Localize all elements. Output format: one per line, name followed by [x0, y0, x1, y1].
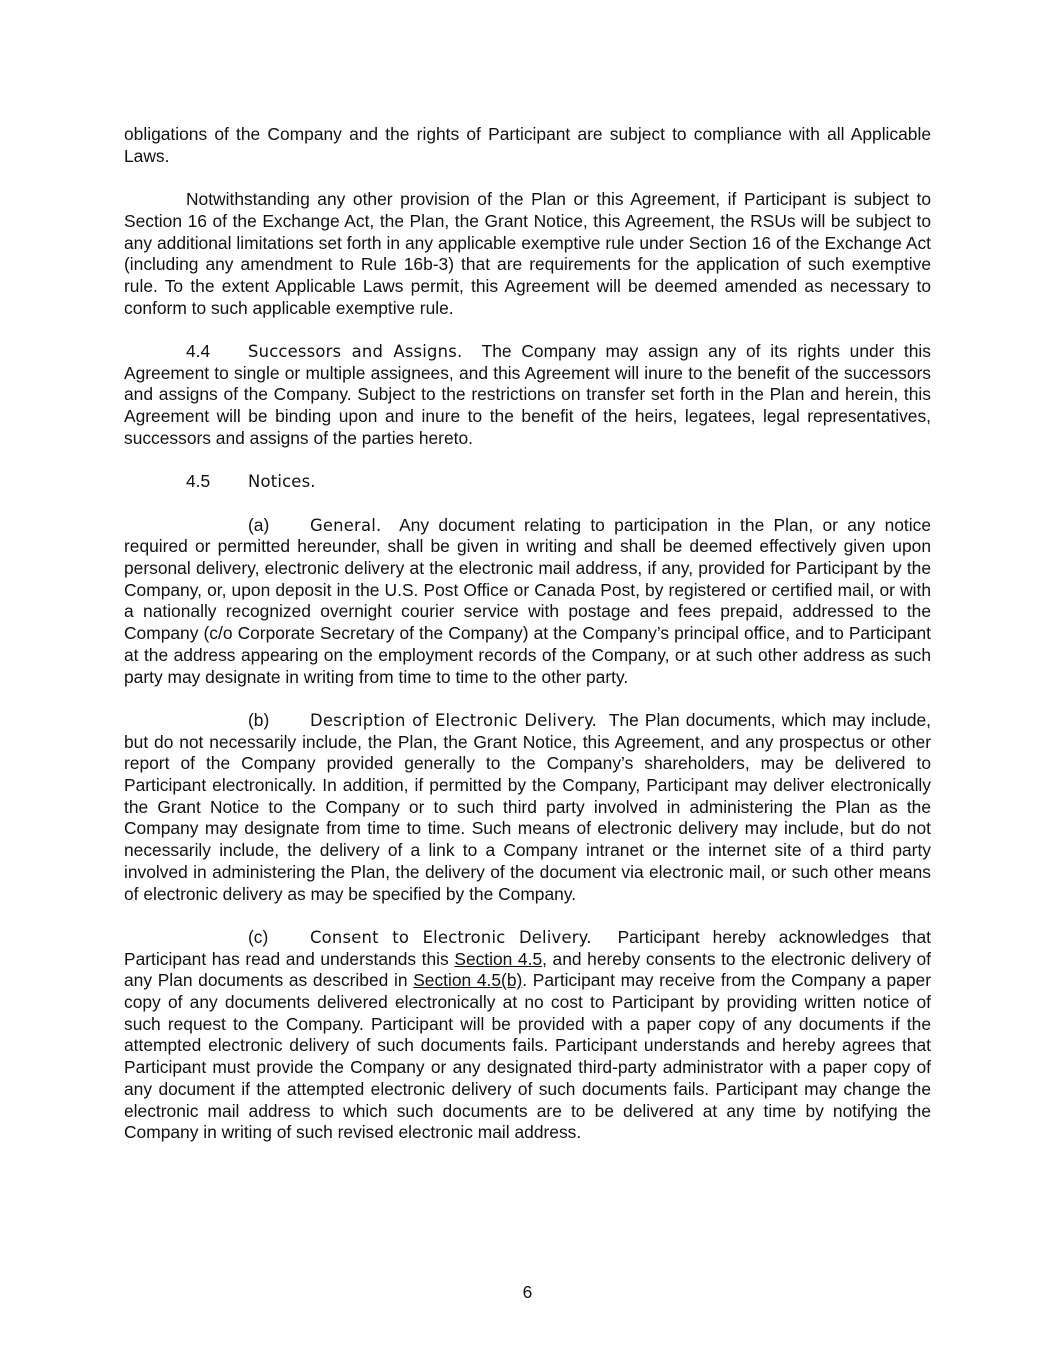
subsection-a-paragraph — [124, 515, 931, 689]
section-title: Notices. — [248, 472, 316, 492]
subsection-title: Description of Electronic Delivery. — [310, 710, 598, 730]
subsection-label: (a) — [248, 514, 270, 535]
section-number: 4.5 — [186, 471, 211, 492]
subsection-c-paragraph — [124, 927, 931, 1144]
subsection-b-paragraph — [124, 710, 931, 905]
subsection-body: The Plan documents, which may include, but do not necessarily include, the Plan, the Grant Notice, this Agreement, and any prospectus or other report of the Company provided generally to the Company’s shareholders, may be delivered to Participant electronically. In addition, if permitted by the Company, Participant may deliver electronically the Grant Notice to the Company or to such third party involved in administering the Plan as the Company may designate from time to time. Such means of electronic delivery may include, but do not necessarily include, the delivery of a link to a Company intranet or the internet site of a third party involved in administering the Plan, the delivery of the document via electronic mail, or such other means of electronic delivery as may be specified by the Company. — [124, 709, 931, 904]
section-body: The Company may assign any of its rights under this Agreement to single or multiple assignees, and this Agreement will inure to the benefit of the successors and assigns of the Company. Subject to the restrictions on transfer set forth in the Plan and herein, this Agreement will be binding upon and inure to the benefit of the heirs, legatees, legal representatives, successors and assigns of the parties hereto. — [124, 341, 931, 448]
subsection-body: . Participant may receive from the Company a paper copy of any documents delivered electronically at no cost to Participant by providing written notice of such request to the Company. Participant will be provided with a paper copy of any documents if the attempted electronic delivery of such documents fails. Participant understands and hereby agrees that Participant must provide the Company or any designated third-party administrator with a paper copy of any document if the attempted electronic delivery of such documents fails. Participant may change the electronic mail address to which such documents are to be delivered at any time by notifying the Company in writing of such revised electronic mail address. — [124, 970, 931, 1143]
subsection-label: (c) — [248, 926, 269, 947]
intro-paragraph: obligations of the Company and the rights of Participant are subject to compliance with all Applicable Laws. — [124, 124, 931, 166]
section-reference: Section 4.5(b) — [413, 970, 523, 991]
section16-paragraph: Notwithstanding any other provision of the Plan or this Agreement, if Participant is subject to Section 16 of the Exchange Act, the Plan, the Grant Notice, this Agreement, the RSUs will be subject to any additional limitations set forth in any applicable exemptive rule under Section 16 of the Exchange Act (including any amendment to Rule 16b-3) that are requirements for the application of such exemptive rule. To the extent Applicable Laws permit, this Agreement will be deemed amended as necessary to conform to such applicable exemptive rule. — [124, 189, 931, 318]
subsection-title: Consent to Electronic Delivery. — [310, 927, 592, 947]
subsection-label: (b) — [248, 709, 270, 730]
subsection-body: , and hereby consents to the electronic delivery of any Plan documents as described in — [124, 948, 931, 991]
section-number: 4.4 — [186, 341, 211, 361]
subsection-title: General. — [310, 515, 382, 535]
section-4-5-heading — [124, 471, 931, 493]
section-4-4-paragraph — [124, 341, 931, 450]
subsection-body: Any document relating to participation in the Plan, or any notice required or permitted hereunder, shall be given in writing and shall be deemed effectively given upon personal delivery, electronic delivery at the electronic mail address, if any, provided for Participant by the Company, or, upon deposit in the U.S. Post Office or Canada Post, by registered or certified mail, or with a nationally recognized overnight courier service with postage and fees prepaid, addressed to the Company (c/o Corporate Secretary of the Company) at the Company’s principal office, and to Participant at the address appearing on the employment records of the Company, or at such other address as such party may designate in writing from time to time to the other party. — [124, 514, 931, 687]
page-number: 6 — [522, 1282, 533, 1302]
section-title: Successors and Assigns. — [248, 342, 463, 361]
section-reference: Section 4.5 — [454, 948, 543, 969]
subsection-body: Participant hereby acknowledges that Participant has read and understands this — [124, 926, 931, 969]
document-page — [124, 124, 931, 1166]
